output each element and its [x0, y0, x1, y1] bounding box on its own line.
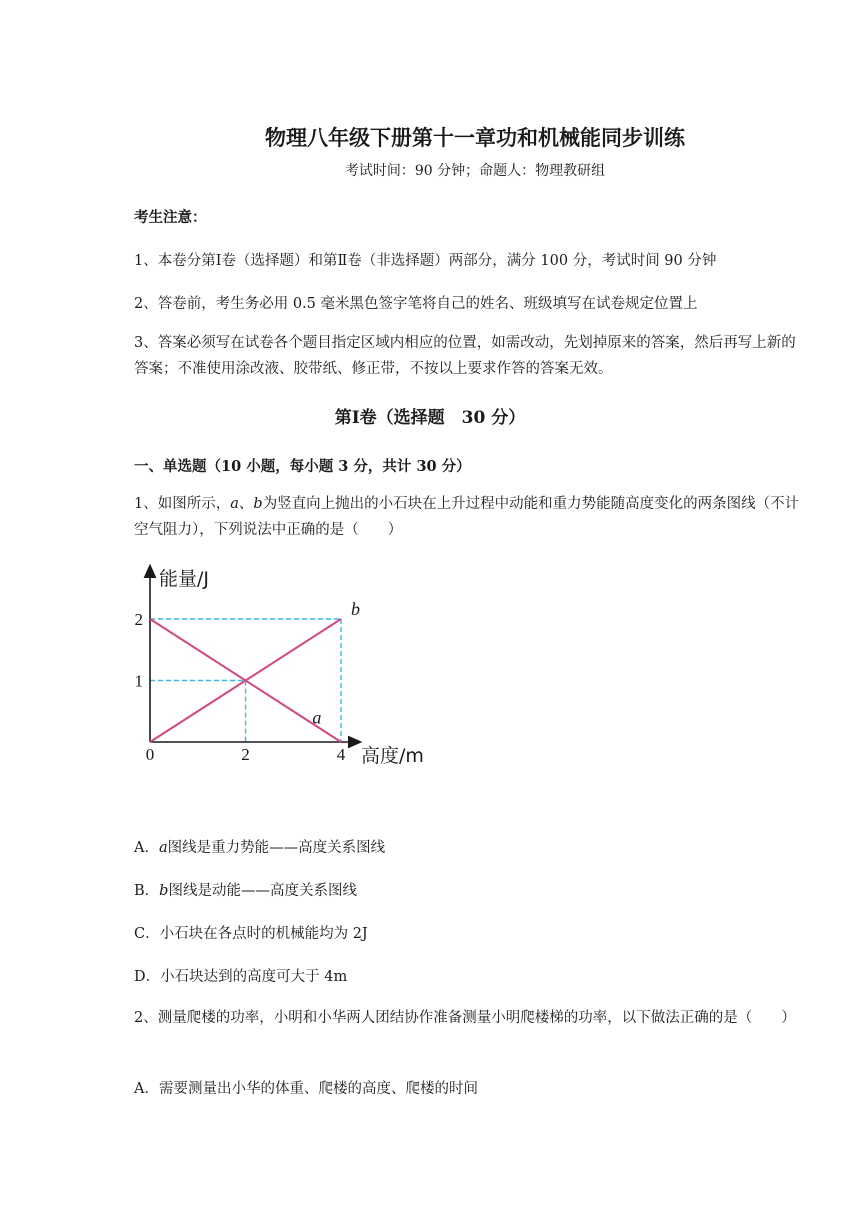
page-title: 物理八年级下册第十一章功和机械能同步训练 — [265, 126, 685, 150]
series-label-a: a — [312, 707, 322, 728]
question-1-stem — [103, 491, 803, 543]
q2-option-a[interactable]: A．需要测量出小华的体重、爬楼的高度、爬楼的时间 — [134, 1081, 478, 1097]
q1-option-b-var: b — [159, 883, 169, 899]
q1-option-a[interactable] — [134, 836, 385, 857]
q1-stem-suffix: 为竖直向上抛出的小石块在上升过程中动能和重力势能随高度变化的两条图线（不计空气阻力），下列说法中正确的是（ ） — [134, 496, 800, 538]
x-tick-label-0: 0 — [145, 745, 155, 764]
y-tick-label-1: 1 — [134, 671, 143, 691]
notice-heading: 考生注意： — [134, 209, 207, 226]
q1-option-b-text: 图线是动能——高度关系图线 — [168, 883, 357, 899]
q1-option-b[interactable] — [134, 879, 357, 900]
q1-var-a: a — [230, 496, 239, 512]
q1-option-c[interactable]: C．小石块在各点时的机械能均为 2J — [134, 926, 368, 942]
y-tick-label-2: 2 — [134, 610, 143, 629]
notice-item-3-text: 3、答案必须写在试卷各个题目指定区域内相应的位置，如需改动，先划掉原来的答案，然后再写上新的答案；不准使用涂改液、胶带纸、修正带，不按以上要求作答的答案无效。 — [134, 335, 796, 377]
q2-stem-text: 2、测量爬楼的功率，小明和小华两人团结协作准备测量小明爬楼梯的功率，以下做法正确的是（ ） — [134, 1010, 796, 1026]
part-heading: 一、单选题（10 小题，每小题 3 分，共计 30 分） — [134, 458, 471, 475]
series-labels — [312, 599, 360, 728]
notice-item-1: 1、本卷分第Ⅰ卷（选择题）和第Ⅱ卷（非选择题）两部分，满分 100 分，考试时间 90 分钟 — [134, 253, 717, 269]
tick-labels — [135, 610, 346, 764]
question-2-stem — [103, 1005, 803, 1031]
x-tick-label-2: 2 — [241, 745, 250, 764]
q1-option-a-prefix: A． — [134, 840, 159, 856]
q1-option-b-prefix: B． — [134, 883, 160, 899]
q1-option-d[interactable]: D．小石块达到的高度可大于 4m — [134, 969, 348, 985]
series-label-b: b — [351, 599, 360, 619]
notice-item-3 — [103, 330, 803, 382]
exam-info: 考试时间：90 分钟；命题人：物理教研组 — [344, 163, 606, 179]
notice-item-2: 2、答卷前，考生务必用 0.5 毫米黑色签字笔将自己的姓名、班级填写在试卷规定位置上 — [134, 296, 698, 312]
q1-option-a-var: a — [158, 840, 168, 856]
x-tick-label-4: 4 — [336, 745, 346, 764]
q1-sep: 、 — [238, 496, 254, 512]
y-axis-label: 能量/J — [159, 568, 210, 590]
energy-height-chart — [130, 560, 440, 775]
x-axis-label: 高度/m — [361, 745, 424, 767]
q1-var-b: b — [253, 496, 263, 512]
q1-option-a-text: 图线是重力势能——高度关系图线 — [167, 840, 386, 856]
section-title: 第Ⅰ卷（选择题 30 分） — [334, 408, 526, 428]
q1-stem-prefix: 1、如图所示， — [134, 496, 231, 512]
